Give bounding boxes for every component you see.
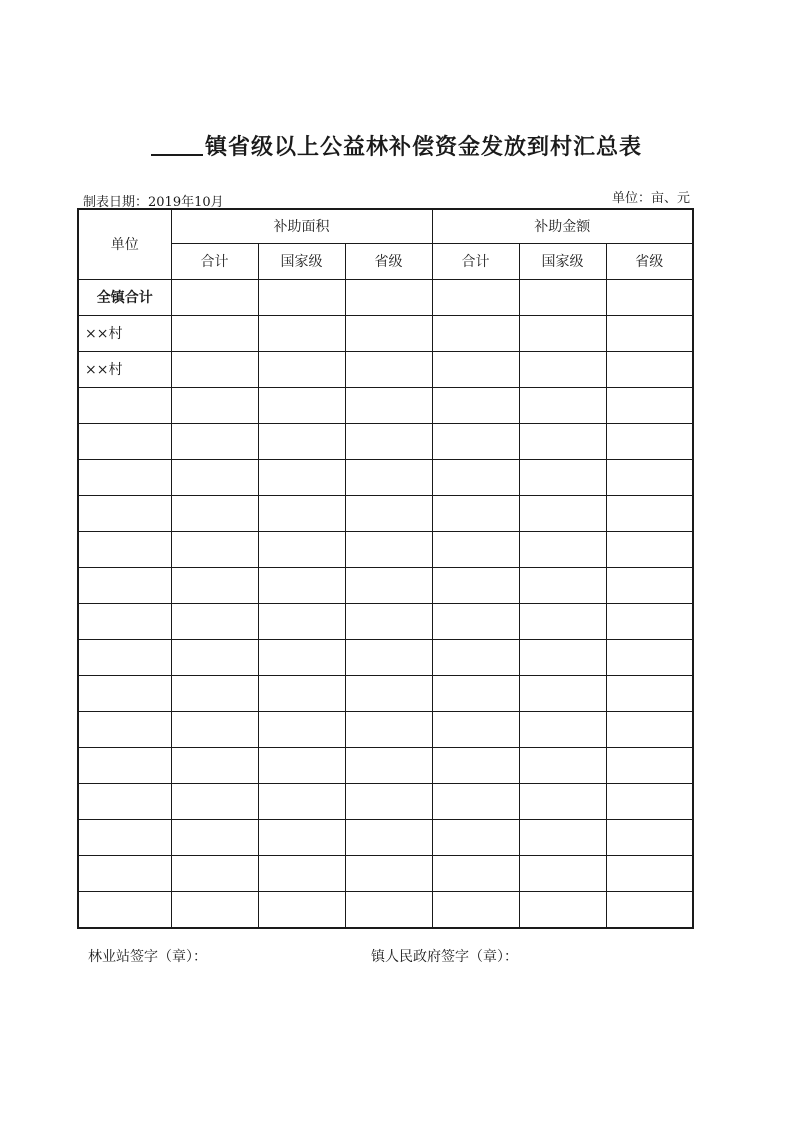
table-cell (345, 388, 432, 424)
table-cell (345, 316, 432, 352)
table-cell (345, 712, 432, 748)
table-row (78, 856, 693, 892)
table-cell (606, 280, 693, 316)
table-cell (606, 856, 693, 892)
table-cell (171, 316, 258, 352)
table-cell (606, 640, 693, 676)
table-cell (345, 676, 432, 712)
row-label (78, 460, 171, 496)
table-cell (606, 712, 693, 748)
table-cell (258, 892, 345, 929)
table-cell (345, 856, 432, 892)
table-row (78, 316, 693, 352)
row-label (78, 676, 171, 712)
table-cell (345, 568, 432, 604)
table-row (78, 604, 693, 640)
row-label (78, 856, 171, 892)
table-row (78, 568, 693, 604)
table-row (78, 496, 693, 532)
table-row (78, 280, 693, 316)
table-cell (345, 532, 432, 568)
table-cell (345, 640, 432, 676)
table-cell (171, 280, 258, 316)
table-cell (606, 424, 693, 460)
table-cell (519, 352, 606, 388)
table-cell (432, 280, 519, 316)
table-row (78, 532, 693, 568)
table-cell (606, 352, 693, 388)
table-cell (432, 748, 519, 784)
table-cell (432, 676, 519, 712)
table-cell (606, 820, 693, 856)
table-cell (432, 424, 519, 460)
table-cell (345, 604, 432, 640)
table-cell (432, 820, 519, 856)
row-label (78, 532, 171, 568)
header-area-national: 国家级 (258, 244, 345, 280)
header-amount-provincial: 省级 (606, 244, 693, 280)
table-cell (519, 784, 606, 820)
table-cell (345, 820, 432, 856)
table-cell (171, 676, 258, 712)
table-cell (171, 532, 258, 568)
table-cell (258, 352, 345, 388)
table-cell (432, 316, 519, 352)
table-cell (519, 676, 606, 712)
row-label (78, 712, 171, 748)
table-cell (519, 856, 606, 892)
row-label (78, 892, 171, 929)
row-label (78, 604, 171, 640)
table-row (78, 460, 693, 496)
header-area-group: 补助面积 (171, 209, 432, 244)
table-date: 制表日期：2019年10月 (83, 195, 224, 210)
table-cell (432, 388, 519, 424)
table-cell (345, 424, 432, 460)
table-cell (606, 676, 693, 712)
table-cell (606, 604, 693, 640)
unit-note: 单位：亩、元 (611, 191, 690, 206)
town-name-blank (151, 154, 203, 156)
table-cell (345, 280, 432, 316)
table-cell (606, 388, 693, 424)
table-cell (345, 784, 432, 820)
row-label (78, 568, 171, 604)
table-cell (606, 748, 693, 784)
table-cell (432, 568, 519, 604)
table-cell (432, 460, 519, 496)
table-row (78, 388, 693, 424)
town-government-signature: 镇人民政府签字（章）： (371, 949, 518, 965)
table-cell (432, 640, 519, 676)
table-cell (258, 496, 345, 532)
table-cell (258, 316, 345, 352)
table-cell (171, 892, 258, 929)
table-row (78, 712, 693, 748)
table-cell (606, 892, 693, 929)
table-cell (258, 280, 345, 316)
table-cell (345, 892, 432, 929)
row-label: ××村 (78, 316, 171, 352)
table-cell (432, 604, 519, 640)
table-cell (258, 604, 345, 640)
table-row (78, 820, 693, 856)
table-cell (171, 784, 258, 820)
table-cell (345, 748, 432, 784)
table-cell (171, 424, 258, 460)
table-cell (519, 604, 606, 640)
table-cell (519, 496, 606, 532)
table-row (78, 784, 693, 820)
table-cell (258, 712, 345, 748)
table-cell (519, 532, 606, 568)
table-cell (171, 640, 258, 676)
table-cell (171, 388, 258, 424)
table-cell (171, 856, 258, 892)
table-cell (519, 424, 606, 460)
header-amount-national: 国家级 (519, 244, 606, 280)
table-cell (432, 532, 519, 568)
table-cell (519, 316, 606, 352)
table-row (78, 748, 693, 784)
row-label: ××村 (78, 352, 171, 388)
table-cell (258, 640, 345, 676)
table-row (78, 640, 693, 676)
table-cell (519, 568, 606, 604)
row-label (78, 424, 171, 460)
table-cell (345, 352, 432, 388)
forestry-station-signature: 林业站签字（章）： (88, 949, 207, 965)
table-cell (258, 676, 345, 712)
table-cell (171, 712, 258, 748)
table-cell (606, 460, 693, 496)
table-cell (258, 388, 345, 424)
table-row (78, 676, 693, 712)
table-cell (258, 748, 345, 784)
row-label (78, 820, 171, 856)
table-cell (258, 856, 345, 892)
table-cell (519, 892, 606, 929)
table-row (78, 424, 693, 460)
row-label (78, 640, 171, 676)
table-cell (519, 748, 606, 784)
header-amount-group: 补助金额 (432, 209, 693, 244)
table-cell (432, 784, 519, 820)
header-unit: 单位 (78, 209, 171, 280)
table-cell (258, 568, 345, 604)
row-label (78, 388, 171, 424)
table-cell (171, 352, 258, 388)
page-title (0, 130, 793, 161)
table-cell (606, 784, 693, 820)
table-cell (258, 784, 345, 820)
table-cell (519, 640, 606, 676)
table-cell (345, 496, 432, 532)
row-label: 全镇合计 (78, 280, 171, 316)
table-cell (258, 532, 345, 568)
table-cell (606, 496, 693, 532)
table-cell (171, 604, 258, 640)
table-cell (519, 460, 606, 496)
row-label (78, 496, 171, 532)
header-area-total: 合计 (171, 244, 258, 280)
table-cell (171, 820, 258, 856)
table-cell (432, 352, 519, 388)
table-cell (432, 496, 519, 532)
table-cell (519, 820, 606, 856)
table-cell (432, 712, 519, 748)
row-label (78, 748, 171, 784)
table-cell (519, 280, 606, 316)
table-cell (606, 316, 693, 352)
header-amount-total: 合计 (432, 244, 519, 280)
table-cell (258, 424, 345, 460)
table-cell (432, 892, 519, 929)
table-cell (519, 388, 606, 424)
summary-table (77, 208, 694, 929)
table-cell (171, 496, 258, 532)
table-cell (606, 568, 693, 604)
table-cell (345, 460, 432, 496)
title-text: 镇省级以上公益林补偿资金发放到村汇总表 (204, 135, 642, 160)
table-row (78, 352, 693, 388)
table-cell (171, 568, 258, 604)
table-cell (258, 820, 345, 856)
table-cell (432, 856, 519, 892)
table-cell (258, 460, 345, 496)
row-label (78, 784, 171, 820)
table-cell (171, 460, 258, 496)
table-cell (606, 532, 693, 568)
table-row (78, 892, 693, 929)
table-cell (519, 712, 606, 748)
table-cell (171, 748, 258, 784)
header-area-provincial: 省级 (345, 244, 432, 280)
